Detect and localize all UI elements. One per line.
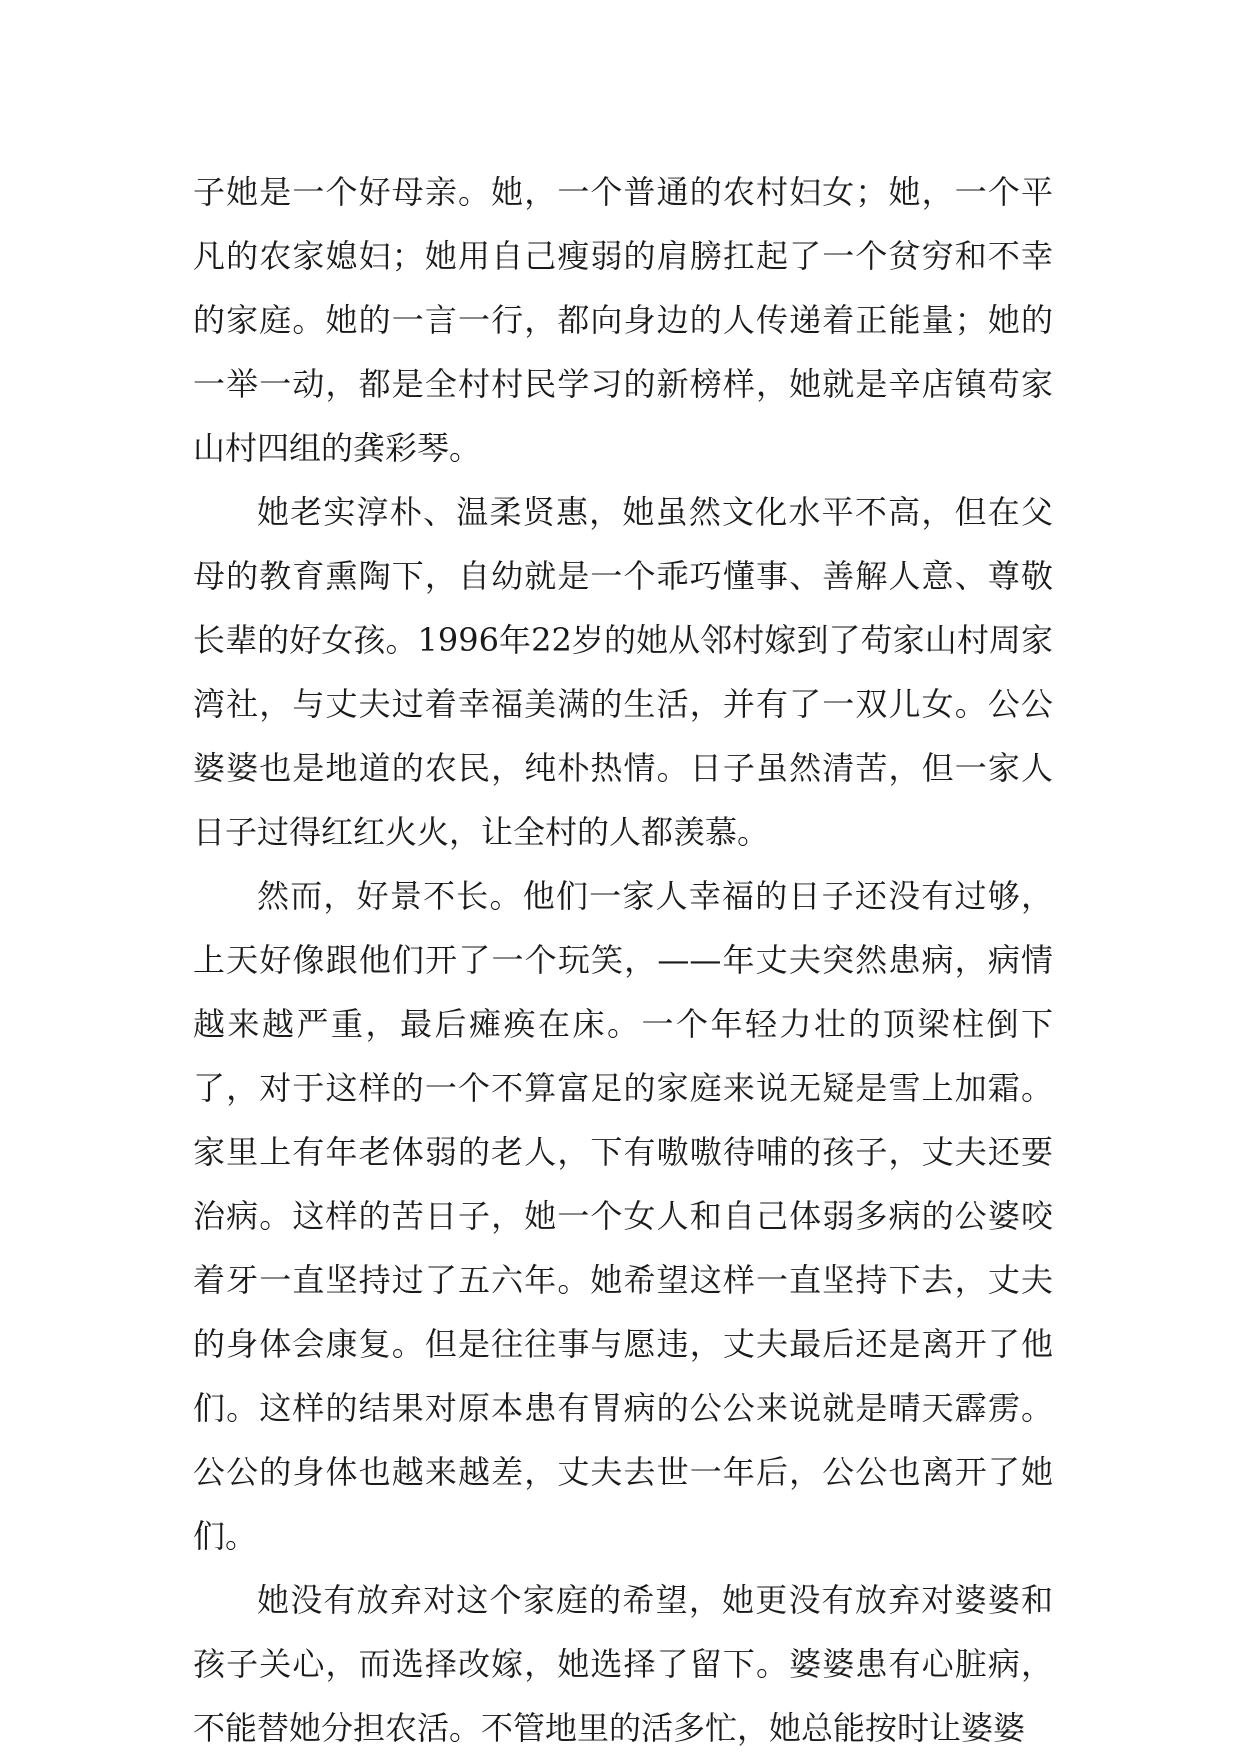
paragraph-4: 她没有放弃对这个家庭的希望，她更没有放弃对婆婆和孩子关心，而选择改嫁，她选择了留下。婆婆患有心脏病，不能替她分担农活。不管地里的活多忙，她总能按时让婆婆: [193, 1581, 1053, 1747]
paragraph-1: 子她是一个好母亲。她，一个普通的农村妇女；她，一个平凡的农家媳妇；她用自己瘦弱的肩膀扛起了一个贫穷和不幸的家庭。她的一言一行，都向身边的人传递着正能量；她的一举一动，都是全村村民学习的新榜样，她就是辛店镇苟家山村四组的龚彩琴。: [193, 173, 1053, 467]
body-text: [193, 160, 1053, 1760]
paragraph-2: 她老实淳朴、温柔贤惠，她虽然文化水平不高，但在父母的教育熏陶下，自幼就是一个乖巧懂事、善解人意、尊敬长辈的好女孩。1996年22岁的她从邻村嫁到了苟家山村周家湾社，与丈夫过着幸福美满的生活，并有了一双儿女。公公婆婆也是地道的农民，纯朴热情。日子虽然清苦，但一家人日子过得红红火火，让全村的人都羡慕。: [193, 493, 1053, 851]
paragraph-3: 然而，好景不长。他们一家人幸福的日子还没有过够，上天好像跟他们开了一个玩笑，——年丈夫突然患病，病情越来越严重，最后瘫痪在床。一个年轻力壮的顶梁柱倒下了，对于这样的一个不算富足的家庭来说无疑是雪上加霜。家里上有年老体弱的老人，下有嗷嗷待哺的孩子，丈夫还要治病。这样的苦日子，她一个女人和自己体弱多病的公婆咬着牙一直坚持过了五六年。她希望这样一直坚持下去，丈夫的身体会康复。但是往往事与愿违，丈夫最后还是离开了他们。这样的结果对原本患有胃病的公公来说就是晴天霹雳。公公的身体也越来越差，丈夫去世一年后，公公也离开了她们。: [193, 877, 1053, 1555]
